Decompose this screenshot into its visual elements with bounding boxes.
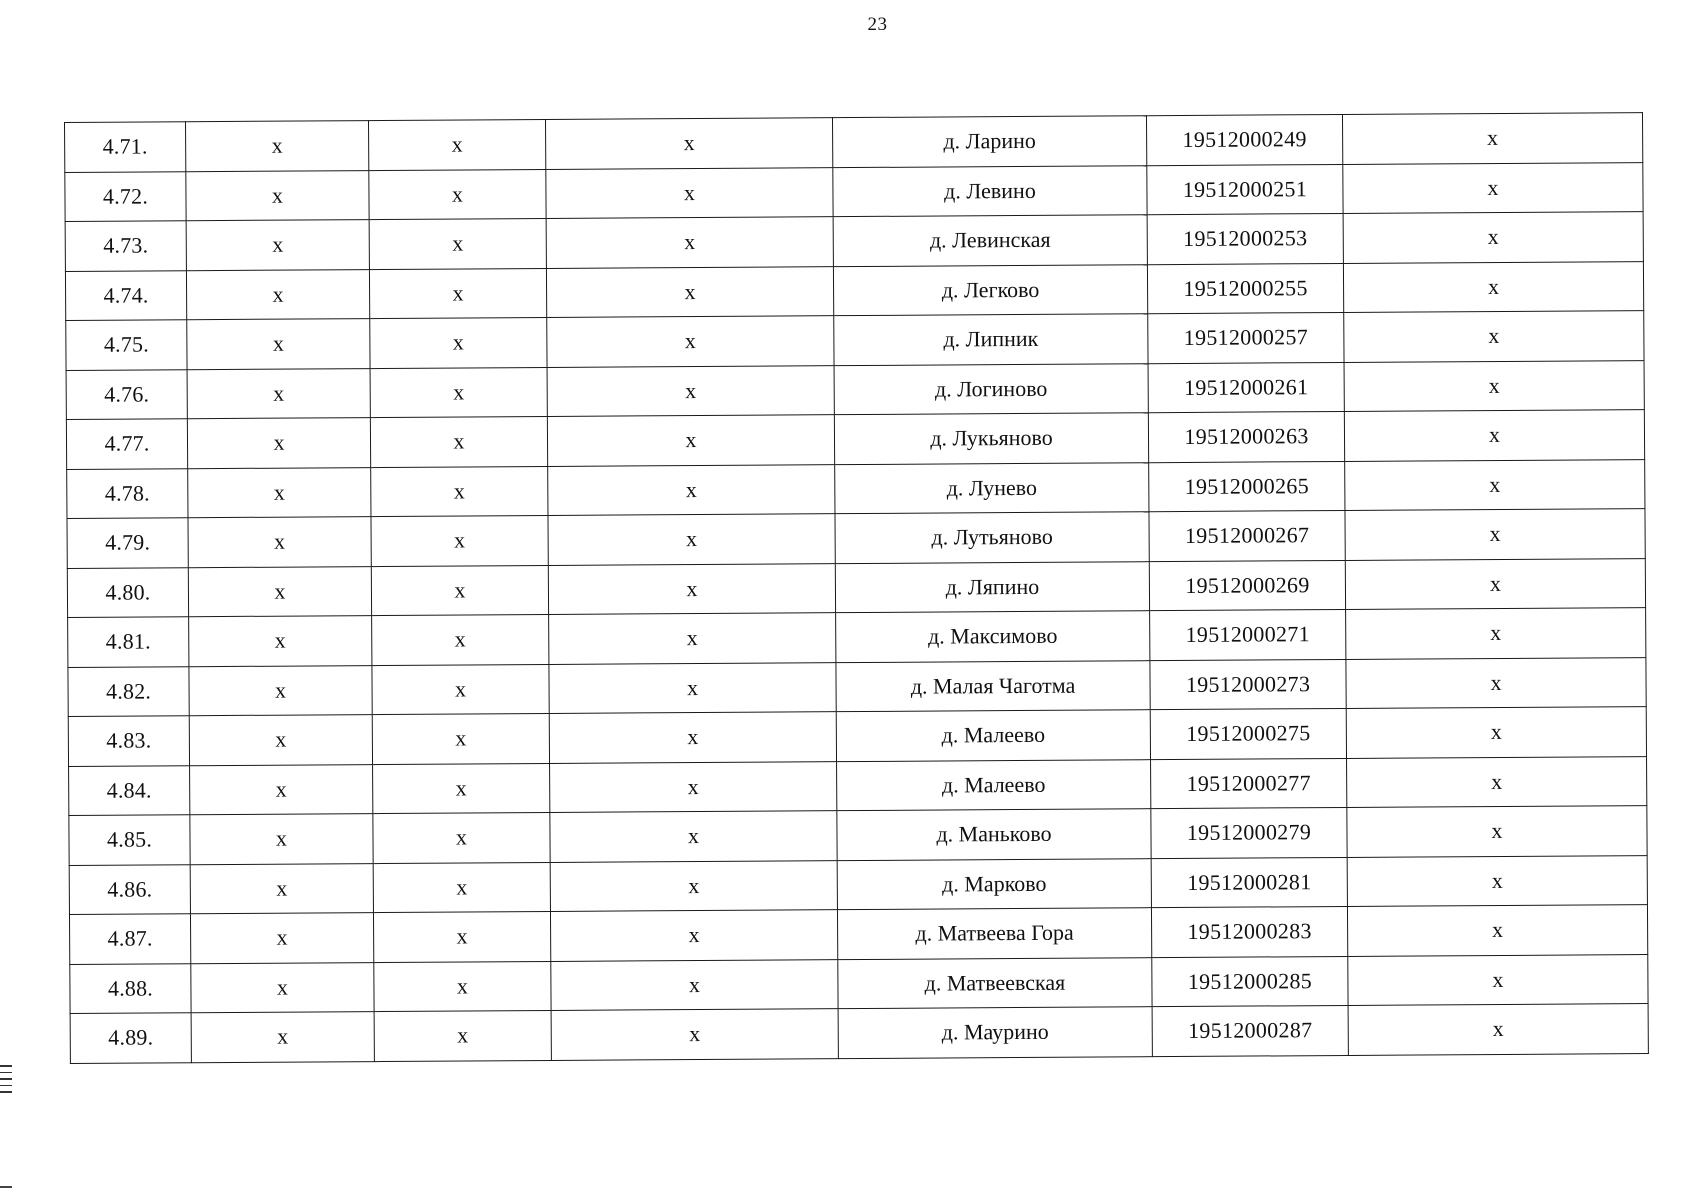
row-number-cell: 4.89. [70, 1013, 191, 1063]
table-row [70, 1004, 1648, 1063]
column-7-cell: х [1343, 162, 1643, 213]
column-4-cell: х [548, 514, 835, 565]
column-7-cell: х [1344, 410, 1644, 461]
oktmo-code-cell: 19512000271 [1150, 609, 1346, 660]
column-4-cell: х [545, 118, 832, 169]
column-2-cell: х [188, 566, 371, 617]
settlement-name-cell: д. Максимово [836, 611, 1150, 662]
column-2-cell: х [186, 170, 369, 221]
oktmo-code-cell: 19512000263 [1148, 411, 1344, 462]
settlement-name-cell: д. Матвеевская [838, 957, 1152, 1008]
margin-marks [0, 1065, 12, 1098]
column-2-cell: х [186, 220, 369, 271]
column-3-cell: х [370, 367, 547, 418]
oktmo-code-cell: 19512000261 [1148, 362, 1344, 413]
settlement-name-cell: д. Матвеева Гора [837, 908, 1151, 959]
oktmo-code-cell: 19512000285 [1152, 956, 1348, 1007]
settlements-table [64, 112, 1649, 1063]
column-4-cell: х [546, 217, 833, 268]
margin-dash [0, 1186, 12, 1188]
column-7-cell: х [1344, 360, 1644, 411]
settlement-name-cell: д. Маурино [838, 1007, 1152, 1058]
row-number-cell: 4.87. [69, 914, 190, 964]
oktmo-code-cell: 19512000265 [1149, 461, 1345, 512]
page-number: 23 [867, 14, 888, 35]
settlement-name-cell: д. Ларино [832, 116, 1146, 167]
oktmo-code-cell: 19512000287 [1152, 1005, 1348, 1056]
row-number-cell: 4.82. [68, 666, 189, 716]
column-4-cell: х [547, 365, 834, 416]
settlement-name-cell: д. Малая Чаготма [836, 660, 1150, 711]
column-3-cell: х [373, 812, 550, 863]
row-number-cell: 4.77. [66, 419, 187, 469]
margin-mark [0, 1091, 12, 1093]
column-4-cell: х [549, 613, 836, 664]
oktmo-code-cell: 19512000255 [1147, 263, 1343, 314]
column-3-cell: х [368, 119, 545, 170]
margin-mark [0, 1072, 12, 1074]
column-7-cell: х [1348, 1004, 1648, 1055]
column-7-cell: х [1347, 806, 1647, 857]
row-number-cell: 4.71. [65, 122, 186, 172]
column-7-cell: х [1342, 113, 1642, 164]
column-3-cell: х [369, 169, 546, 220]
column-3-cell: х [370, 317, 547, 368]
row-number-cell: 4.85. [69, 815, 190, 865]
oktmo-code-cell: 19512000283 [1151, 906, 1347, 957]
oktmo-code-cell: 19512000269 [1149, 560, 1345, 611]
oktmo-code-cell: 19512000279 [1151, 807, 1347, 858]
settlement-name-cell: д. Марково [837, 858, 1151, 909]
oktmo-code-cell: 19512000253 [1147, 213, 1343, 264]
oktmo-code-cell: 19512000249 [1146, 114, 1342, 165]
column-4-cell: х [548, 464, 835, 515]
row-number-cell: 4.75. [66, 320, 187, 370]
column-7-cell: х [1348, 954, 1648, 1005]
column-2-cell: х [191, 1012, 374, 1063]
column-4-cell: х [546, 266, 833, 317]
row-number-cell: 4.79. [67, 518, 188, 568]
row-number-cell: 4.80. [67, 567, 188, 617]
column-3-cell: х [374, 961, 551, 1012]
settlement-name-cell: д. Маньково [837, 809, 1151, 860]
column-3-cell: х [372, 713, 549, 764]
column-3-cell: х [373, 911, 550, 962]
column-7-cell: х [1345, 459, 1645, 510]
column-3-cell: х [371, 565, 548, 616]
column-3-cell: х [374, 1010, 551, 1061]
column-4-cell: х [547, 415, 834, 466]
row-number-cell: 4.83. [68, 716, 189, 766]
column-7-cell: х [1343, 212, 1643, 263]
column-7-cell: х [1345, 558, 1645, 609]
column-3-cell: х [373, 862, 550, 913]
column-4-cell: х [547, 316, 834, 367]
settlement-name-cell: д. Левинская [833, 215, 1147, 266]
settlement-name-cell: д. Ляпино [835, 561, 1149, 612]
column-2-cell: х [186, 269, 369, 320]
column-2-cell: х [188, 517, 371, 568]
column-3-cell: х [372, 614, 549, 665]
settlement-name-cell: д. Логиново [834, 363, 1148, 414]
column-2-cell: х [187, 368, 370, 419]
settlement-name-cell: д. Малеево [836, 710, 1150, 761]
column-7-cell: х [1347, 855, 1647, 906]
column-3-cell: х [372, 664, 549, 715]
settlement-name-cell: д. Легково [833, 264, 1147, 315]
row-number-cell: 4.74. [65, 270, 186, 320]
row-number-cell: 4.88. [70, 963, 191, 1013]
column-7-cell: х [1346, 608, 1646, 659]
column-4-cell: х [551, 1009, 838, 1060]
column-7-cell: х [1345, 509, 1645, 560]
settlement-name-cell: д. Лутьяново [835, 512, 1149, 563]
column-3-cell: х [371, 466, 548, 517]
column-2-cell: х [187, 418, 370, 469]
settlement-name-cell: д. Липник [834, 314, 1148, 365]
column-2-cell: х [189, 715, 372, 766]
column-3-cell: х [369, 218, 546, 269]
margin-mark [0, 1078, 12, 1080]
oktmo-code-cell: 19512000267 [1149, 510, 1345, 561]
settlement-name-cell: д. Лукьяново [834, 413, 1148, 464]
column-3-cell: х [371, 515, 548, 566]
column-4-cell: х [546, 167, 833, 218]
row-number-cell: 4.78. [67, 468, 188, 518]
row-number-cell: 4.73. [65, 221, 186, 271]
column-3-cell: х [373, 763, 550, 814]
settlement-name-cell: д. Левино [833, 165, 1147, 216]
row-number-cell: 4.84. [69, 765, 190, 815]
column-4-cell: х [549, 712, 836, 763]
column-4-cell: х [550, 761, 837, 812]
oktmo-code-cell: 19512000257 [1148, 312, 1344, 363]
oktmo-code-cell: 19512000273 [1150, 659, 1346, 710]
column-4-cell: х [551, 959, 838, 1010]
column-4-cell: х [550, 860, 837, 911]
column-4-cell: х [548, 563, 835, 614]
oktmo-code-cell: 19512000275 [1150, 708, 1346, 759]
column-2-cell: х [189, 616, 372, 667]
column-7-cell: х [1346, 657, 1646, 708]
margin-mark [0, 1065, 12, 1067]
column-7-cell: х [1347, 905, 1647, 956]
oktmo-code-cell: 19512000277 [1151, 758, 1347, 809]
row-number-cell: 4.76. [66, 369, 187, 419]
column-2-cell: х [188, 467, 371, 518]
column-2-cell: х [186, 121, 369, 172]
column-2-cell: х [187, 319, 370, 370]
table-body [65, 113, 1649, 1063]
settlement-name-cell: д. Малеево [837, 759, 1151, 810]
oktmo-code-cell: 19512000251 [1147, 164, 1343, 215]
column-3-cell: х [370, 416, 547, 467]
settlement-name-cell: д. Лунево [835, 462, 1149, 513]
column-2-cell: х [190, 863, 373, 914]
oktmo-code-cell: 19512000281 [1151, 857, 1347, 908]
column-7-cell: х [1347, 756, 1647, 807]
column-2-cell: х [190, 764, 373, 815]
row-number-cell: 4.72. [65, 171, 186, 221]
column-7-cell: х [1346, 707, 1646, 758]
column-4-cell: х [550, 910, 837, 961]
margin-mark [0, 1085, 12, 1087]
column-7-cell: х [1344, 311, 1644, 362]
column-7-cell: х [1343, 261, 1643, 312]
column-2-cell: х [190, 913, 373, 964]
column-4-cell: х [550, 811, 837, 862]
column-3-cell: х [369, 268, 546, 319]
settlements-table-container [64, 112, 1648, 1063]
column-2-cell: х [191, 962, 374, 1013]
column-2-cell: х [190, 814, 373, 865]
column-2-cell: х [189, 665, 372, 716]
row-number-cell: 4.86. [69, 864, 190, 914]
row-number-cell: 4.81. [68, 617, 189, 667]
column-4-cell: х [549, 662, 836, 713]
